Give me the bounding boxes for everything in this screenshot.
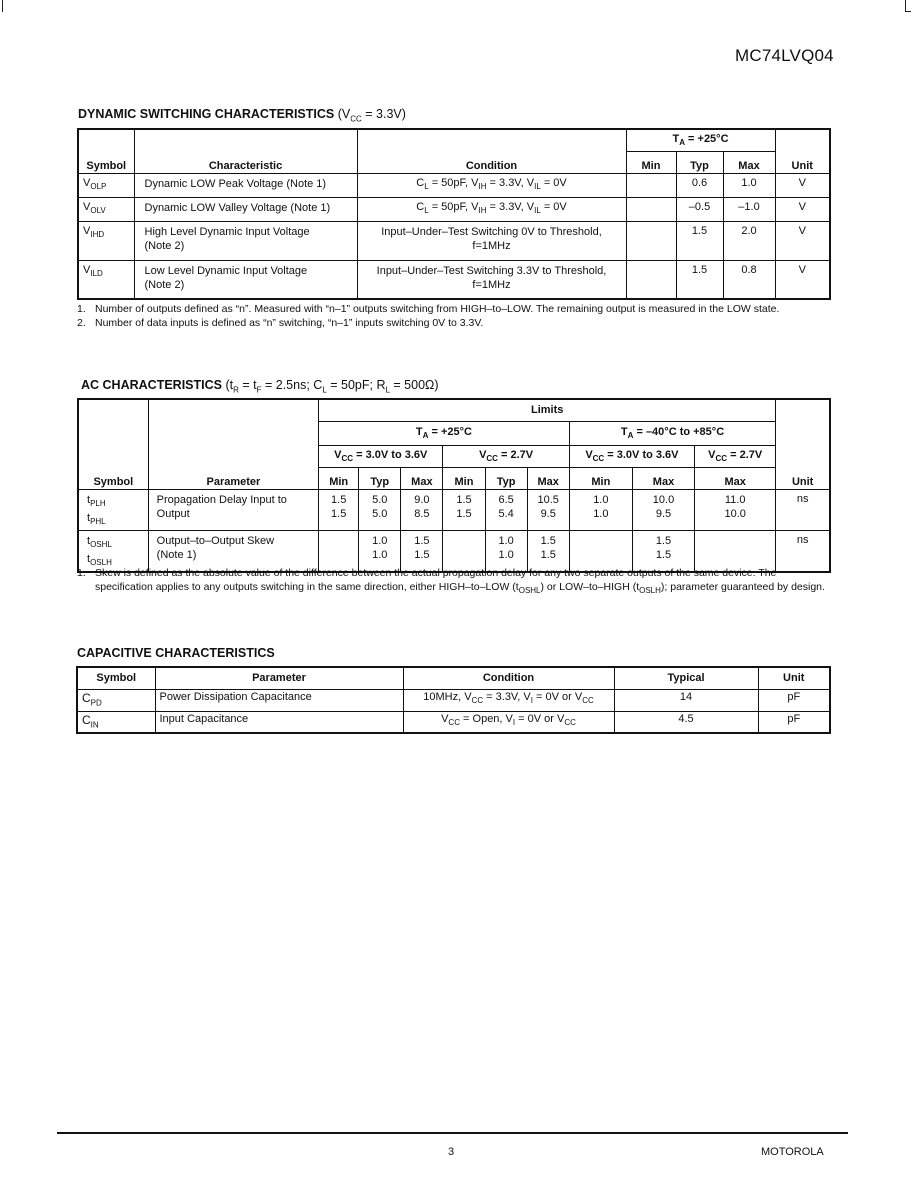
dyn-cell-max: 1.0 [723,173,775,197]
ac-cell-symbol: $t_{PLH}$ $t_{PHL}$ [78,489,148,530]
cap-header-condition: Condition [403,667,614,689]
cap-cell-condition: $V_{CC}$ = Open, $V_I = 0V$ or $V_{CC}$ [403,711,614,733]
ac-cell-c8: 10.0 9.5 [632,489,694,530]
crop-mark-right-foot [905,11,911,12]
ac-cell-c8: 1.5 1.5 [632,530,694,572]
ac-header-min-3: Min [569,467,632,489]
ac-header-max-1: Max [401,467,443,489]
dyn-header-unit: Unit [775,129,830,173]
ac-header-typ-1: Typ [359,467,401,489]
brand-name: MOTOROLA [761,1146,824,1158]
cap-header-typical: Typical [614,667,758,689]
page-number: 3 [448,1146,455,1158]
ac-title-text: AC CHARACTERISTICS [81,378,222,392]
ac-cell-c6: 1.5 1.5 [527,530,569,572]
crop-mark-left [2,0,3,12]
dyn-table-row [78,173,830,197]
ac-cell-c6: 10.5 9.5 [527,489,569,530]
dyn-cell-condition: $C_L = 50pF$, $V_{IH} = 3.3V$, $V_{IL} = 0V$ [357,197,626,221]
cap-header-symbol: Symbol [77,667,155,689]
ac-table-row [78,489,830,530]
dyn-header-characteristic: Characteristic [134,129,357,173]
dyn-cell-condition: Input–Under–Test Switching 0V to Threshold, f=1MHz [357,221,626,260]
capacitive-table [76,666,831,734]
dyn-cell-symbol: $V_{ILD}$ [78,260,134,299]
ac-header-vcc36-b: $V_{CC} = 3.0V$ to 3.6V [569,445,694,467]
footer-rule [57,1132,848,1134]
dyn-cell-min [626,260,676,299]
ac-header-max-2: Max [527,467,569,489]
ac-header-max-4: Max [695,467,776,489]
ac-header-limits: Limits [319,399,776,421]
cap-header-unit: Unit [758,667,830,689]
ac-notes [77,566,833,598]
cap-cell-typical: 4.5 [614,711,758,733]
cap-cell-unit: pF [758,711,830,733]
ac-cell-c5: 6.5 5.4 [485,489,527,530]
ac-header-parameter: Parameter [148,399,318,489]
ac-cell-unit: ns [776,530,830,572]
ac-cell-parameter: Output–to–Output Skew (Note 1) [148,530,318,572]
cap-table-row [77,711,830,733]
dynamic-section-title [78,107,406,124]
dyn-cell-unit: V [775,197,830,221]
dyn-cell-characteristic: High Level Dynamic Input Voltage (Note 2) [134,221,357,260]
ac-header-vcc27-a: $V_{CC} = 2.7V$ [443,445,569,467]
dyn-cell-typ: 1.5 [676,260,723,299]
dyn-cell-max: 0.8 [723,260,775,299]
dynamic-note-1: 1. Number of outputs defined as “n”. Measured with “n–1” outputs switching from HIGH–to–LOW. The remaining output is measured in the LOW state. [77,303,780,315]
cap-cell-unit: pF [758,689,830,711]
ac-cell-symbol: $t_{OSHL}$ $t_{OSLH}$ [78,530,148,572]
dyn-cell-min [626,221,676,260]
dyn-header-symbol: Symbol [78,129,134,173]
ac-cell-unit: ns [776,489,830,530]
cap-cell-parameter: Input Capacitance [155,711,403,733]
dyn-cell-condition: Input–Under–Test Switching 3.3V to Threshold, f=1MHz [357,260,626,299]
cap-cell-symbol: $C_{IN}$ [77,711,155,733]
ac-header-vcc36-a: $V_{CC} = 3.0V$ to 3.6V [319,445,443,467]
dyn-table-row [78,221,830,260]
dyn-cell-condition: $C_L = 50pF$, $V_{IH} = 3.3V$, $V_{IL} = 0V$ [357,173,626,197]
ac-cell-c2: 1.0 1.0 [359,530,401,572]
ac-title-condition: ($t_R = t_F = 2.5ns$; $C_L = 50pF$; $R_L = 500\Omega$) [225,378,439,395]
dynamic-title-condition: $(V_{CC} = 3.3V)$ [337,107,406,124]
ac-characteristics-table [77,398,831,573]
dyn-cell-characteristic: Low Level Dynamic Input Voltage (Note 2) [134,260,357,299]
dyn-cell-symbol: $V_{IHD}$ [78,221,134,260]
ac-header-ta25: $T_A = +25^\circ C$ [319,421,570,445]
ac-cell-c4: 1.5 1.5 [443,489,485,530]
ac-cell-c1: 1.5 1.5 [319,489,359,530]
ac-header-ta40: $T_A = -40^\circ C$ to +85°C [569,421,776,445]
dyn-cell-min [626,197,676,221]
dyn-cell-unit: V [775,260,830,299]
ac-cell-c2: 5.0 5.0 [359,489,401,530]
dyn-cell-unit: V [775,173,830,197]
cap-table-row [77,689,830,711]
cap-cell-parameter: Power Dissipation Capacitance [155,689,403,711]
dyn-cell-min [626,173,676,197]
ac-cell-c9: 11.0 10.0 [695,489,776,530]
dyn-cell-symbol: $V_{OLV}$ [78,197,134,221]
dyn-cell-max: 2.0 [723,221,775,260]
ac-cell-parameter: Propagation Delay Input to Output [148,489,318,530]
ac-cell-c5: 1.0 1.0 [485,530,527,572]
dyn-header-typ: Typ [676,151,723,173]
dyn-cell-typ: 0.6 [676,173,723,197]
cap-section-title: CAPACITIVE CHARACTERISTICS [77,646,275,660]
dyn-cell-characteristic: Dynamic LOW Valley Voltage (Note 1) [134,197,357,221]
ac-header-typ-2: Typ [485,467,527,489]
dynamic-title-text: DYNAMIC SWITCHING CHARACTERISTICS [78,107,335,121]
dyn-cell-symbol: $V_{OLP}$ [78,173,134,197]
ac-note-1: 1. Skew is defined as the absolute value of the difference between the actual propagation delay for any two separate outputs of the same device. The specification applies to any outputs switching in the same direction, either HIGH–to–LOW $(t_{OSHL})$ or LOW–to–HIGH $(t_{OSLH})$; parameter guaranteed by design. [77,567,825,596]
dyn-table-row [78,197,830,221]
dyn-cell-typ: –0.5 [676,197,723,221]
ac-header-symbol: Symbol [78,399,148,489]
dyn-cell-max: –1.0 [723,197,775,221]
cap-cell-typical: 14 [614,689,758,711]
dyn-header-min: Min [626,151,676,173]
dynamic-note-2: 2. Number of data inputs is defined as “n” switching, “n–1” inputs switching 0V to 3.3V. [77,317,484,329]
ac-cell-c7: 1.0 1.0 [569,489,632,530]
dyn-header-condition: Condition [357,129,626,173]
dyn-header-ta: $T_A = +25^\circ C$ [626,129,775,151]
dynamic-notes [77,302,833,330]
part-number: MC74LVQ04 [735,46,834,65]
dyn-table-row [78,260,830,299]
cap-cell-symbol: $C_{PD}$ [77,689,155,711]
ac-header-unit: Unit [776,399,830,489]
cap-header-parameter: Parameter [155,667,403,689]
cap-cell-condition: 10MHz, $V_{CC} = 3.3V$, $V_I = 0V$ or $V_{CC}$ [403,689,614,711]
ac-header-max-3: Max [632,467,694,489]
ac-cell-c3: 1.5 1.5 [401,530,443,572]
ac-header-min-1: Min [319,467,359,489]
dynamic-switching-table [77,128,831,300]
ac-section-title [81,378,439,395]
ac-cell-c3: 9.0 8.5 [401,489,443,530]
dyn-cell-unit: V [775,221,830,260]
ac-header-vcc27-b: $V_{CC} = 2.7V$ [695,445,776,467]
ac-header-min-2: Min [443,467,485,489]
dyn-cell-characteristic: Dynamic LOW Peak Voltage (Note 1) [134,173,357,197]
dyn-cell-typ: 1.5 [676,221,723,260]
dyn-header-max: Max [723,151,775,173]
